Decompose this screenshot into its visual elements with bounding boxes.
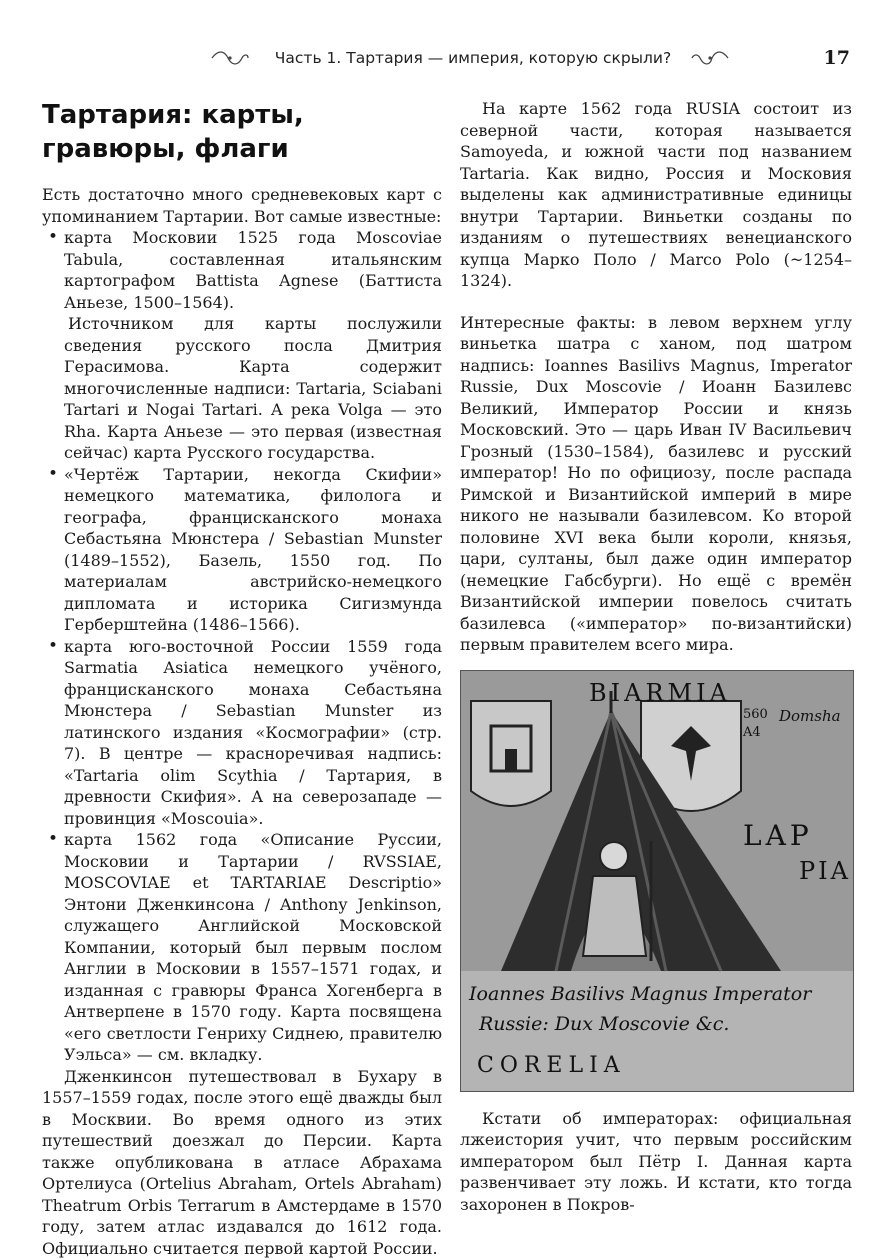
section-heading: Тартария: карты, гравюры, флаги bbox=[42, 98, 442, 166]
list-item bbox=[42, 464, 442, 636]
list-item-text: «Чертёж Тартарии, некогда Скифии» немецкого математика, филолога и географа, францисканского монаха Себастьяна Мюнстера / Sebastian Munster (1489–1552), Базель, 1550 год. По материалам австрийско-немецкого дипломата и историка Сигизмунда Герберштейна (1486–1566). bbox=[64, 465, 442, 635]
maps-list bbox=[42, 227, 442, 1066]
map-inscription-line1: Ioannes Basilivs Magnus Imperator bbox=[469, 983, 811, 1005]
header-title: Часть 1. Тартария — империя, которую скрыли? bbox=[258, 46, 688, 70]
list-item-subtext: Источником для карты послужили сведения русского посла Дмитрия Герасимова. Карта содержит многочисленные надписи: Tartaria, Sciabani Tartari и Nogai Tartari. А река Volga — это Rha. Карта Аньезе — это первая (известная сейчас) карта Русского государства. bbox=[64, 313, 442, 464]
map-label-a4: A4 bbox=[743, 725, 761, 740]
list-item bbox=[42, 636, 442, 830]
page-number: 17 bbox=[824, 45, 850, 71]
map-vignette-image bbox=[460, 670, 854, 1092]
list-item bbox=[42, 227, 442, 464]
ornament-left-icon bbox=[210, 48, 250, 68]
map-label-lap: LAP bbox=[743, 819, 813, 852]
paragraph-rusia: На карте 1562 года RUSIA состоит из северной части, которая называется Samoyeda, и южной части под названием Tartaria. Как видно, Россия и Московия выделены как административные единицы внутри Тартарии. Виньетки созданы по изданиям о путешествиях венецианского купца Марко Поло / Marco Polo (~1254–1324). bbox=[460, 98, 852, 292]
list-item bbox=[42, 829, 442, 1066]
right-column bbox=[460, 98, 852, 1215]
intro-paragraph: Есть достаточно много средневековых карт с упоминанием Тартарии. Вот самые известные: bbox=[42, 184, 442, 227]
map-label-corelia: CORELIA bbox=[477, 1053, 626, 1078]
list-item-text: карта Московии 1525 года Moscoviae Tabula, составленная итальянским картографом Battista Agnese (Баттиста Аньезе, 1500–1564). bbox=[64, 228, 442, 312]
ornament-right-icon bbox=[690, 48, 730, 68]
map-label-biarmia: BIARMIA bbox=[589, 679, 731, 707]
running-header bbox=[40, 46, 850, 76]
list-item-text: карта юго-восточной России 1559 года Sarmatia Asiatica немецкого учёного, францисканского монаха Себастьяна Мюнстера / Sebastian Munster из латинского издания «Космографии» (стр. 7). В центре — красноречивая надпись: «Tartaria olim Scythia / Тартария, в древности Скифия». А на северозападе — провинция «Moscouia». bbox=[64, 637, 442, 828]
map-label-560: 560 bbox=[743, 707, 768, 722]
map-label-pia: PIA bbox=[799, 857, 851, 885]
map-label-domsha: Domsha bbox=[779, 707, 841, 725]
map-inscription-line2: Russie: Dux Moscovie &c. bbox=[479, 1013, 729, 1035]
paragraph-facts: Интересные факты: в левом верхнем углу виньетка шатра с ханом, под шатром надпись: Ioannes Basilivs Magnus, Imperator Russie, Dux Moscovie / Иоанн Базилевс Великий, Император России и князь Московский. Это — царь Иван IV Васильевич Грозный (1530–1584), базилевс и русский император! Но по официозу, после распада Римской и Византийской империй в мире никого не называли базилевсом. Ко второй половине XVI века были короли, князья, цари, султаны, был даже один император (немецкие Габсбурги). Но ещё с времён Византийской империи повелось считать базилевса («император» по-византийски) первым правителем всего мира. bbox=[460, 312, 852, 656]
left-column bbox=[42, 98, 442, 1259]
paragraph-emperors: Кстати об императорах: официальная лжеистория учит, что первым российским императором был Пётр I. Данная карта развенчивает эту ложь. И кстати, кто тогда захоронен в Покров- bbox=[460, 1108, 852, 1216]
closing-paragraph: Дженкинсон путешествовал в Бухару в 1557–1559 годах, после этого ещё дважды был в Москвии. Во время одного из этих путешествий доезжал до Персии. Карта также опубликована в атласе Абрахама Ортелиуса (Ortelius Abraham, Ortels Abraham) Theatrum Orbis Terrarum в Амстердаме в 1570 году, затем атлас издавался до 1612 года. Официально считается первой картой России. bbox=[42, 1066, 442, 1259]
list-item-text: карта 1562 года «Описание Руссии, Московии и Тартарии / RVSSIAE, MOSCOVIAE et TARTARIAE Descriptio» Энтони Дженкинсона / Anthony Jenkinson, служащего Английской Московской Компании, который был первым послом Англии в Московии в 1557–1571 годах, и изданная с гравюры Франса Хогенберга в Антверпене в 1570 году. Карта посвящена «его светлости Генриху Сиднею, правителю Уэльса» — см. вкладку. bbox=[64, 830, 442, 1064]
